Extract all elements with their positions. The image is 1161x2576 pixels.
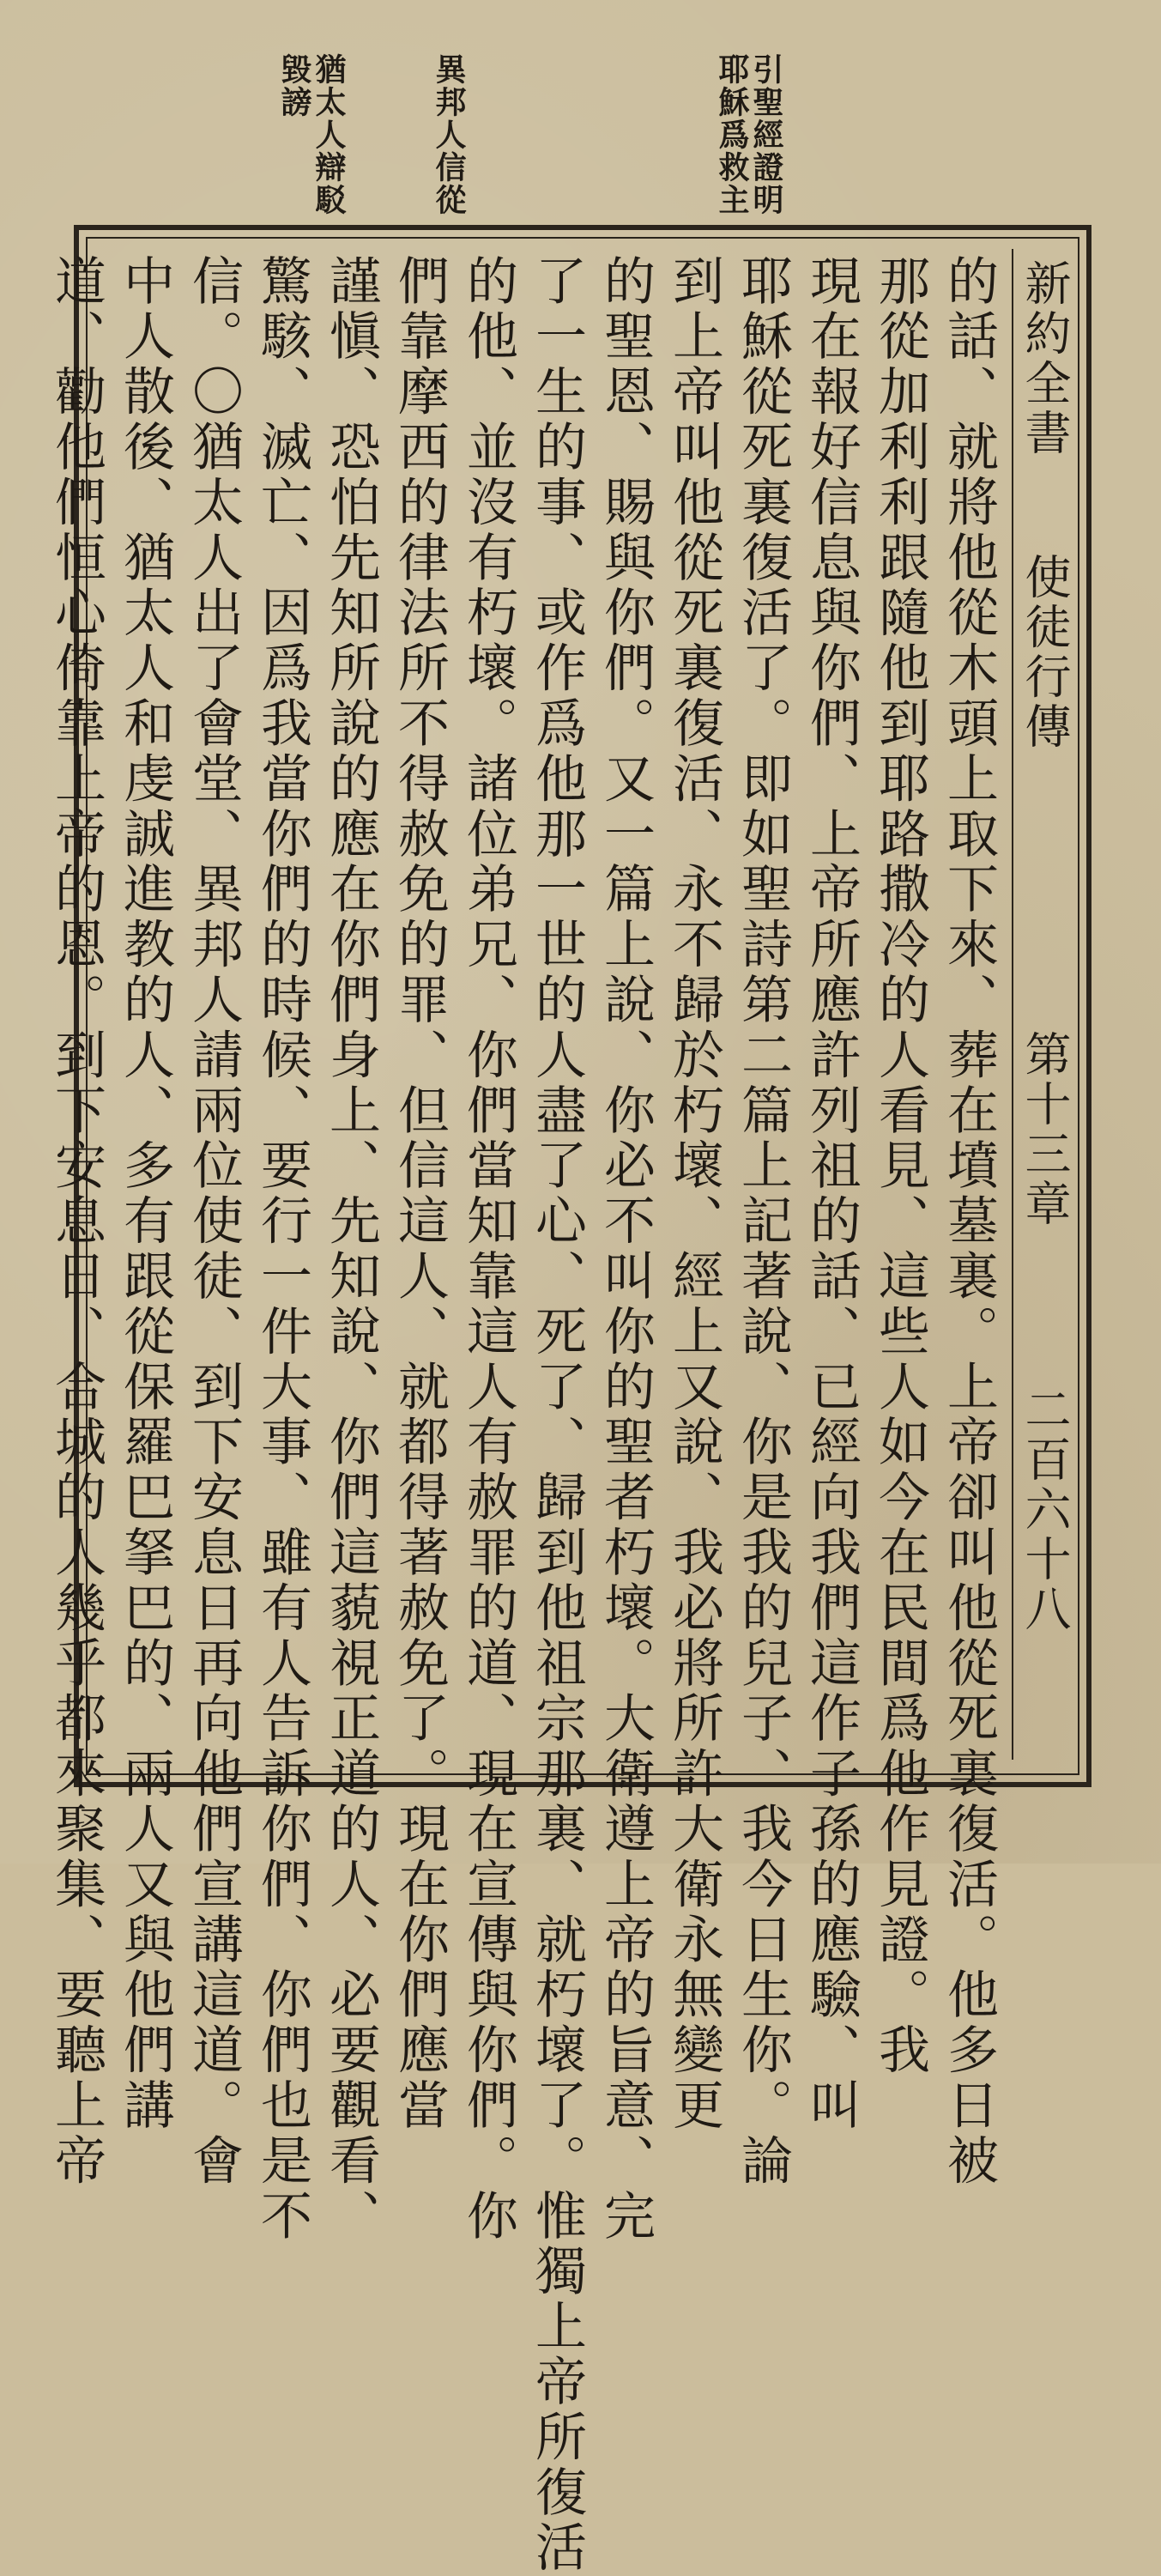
text-line: 的他、並沒有朽壞。諸位弟兄、你們當知靠這人有赦罪的道、現在宣傳與你們。你: [458, 254, 518, 2245]
text-line: 中人散後、猶太人和虔誠進教的人、多有跟從保羅巴拏巴的、兩人又與他們講: [115, 254, 175, 2134]
margin-notes: [183, 53, 783, 225]
body-text: [46, 254, 1003, 2576]
text-line: 謹愼、恐怕先知所說的應在你們身上、先知說、你們這藐視正道的人、必要觀看、: [321, 254, 381, 2245]
text-line: 道、勸他們恒心倚靠上帝的恩。到下安息日、合城的人幾乎都來聚集、要聽上帝: [46, 254, 106, 2189]
running-header: [1012, 249, 1075, 1760]
text-line: 到上帝叫他從死裏復活、永不歸於朽壞、經上又說、我必將所許大衛永無變更: [664, 254, 724, 2134]
text-line: 們靠摩西的律法所不得赦免的罪、但信這人、就都得著赦免了。現在你們應當: [390, 254, 450, 2134]
chapter-label: 第十三章: [1018, 1030, 1072, 1229]
page-number: 二百六十八: [1018, 1385, 1072, 1634]
text-line: 信。〇猶太人出了會堂、異邦人請兩位使徒、到下安息日再向他們宣講這道。會: [184, 254, 244, 2189]
text-line: 的話、就將他從木頭上取下來、葬在墳墓裏。上帝卻叫他從死裏復活。他多日被: [939, 254, 999, 2189]
text-line: 現在報好信息與你們、上帝所應許列祖的話、已經向我們這作子孫的應驗、叫: [801, 254, 862, 2134]
margin-note-jews-dispute: 猶太人辯駁毀謗: [276, 53, 347, 216]
book-title: 新約全書: [1018, 259, 1072, 458]
margin-note-gentiles-believe: 異邦人信從: [431, 53, 467, 216]
text-line: 了一生的事、或作爲他那一世的人盡了心、死了、歸到他祖宗那裏、就朽壞了。惟獨上帝所復活: [527, 254, 587, 2576]
text-line: 那從加利利跟隨他到耶路撒冷的人看見、這些人如今在民間爲他作見證。我: [870, 254, 930, 2079]
text-line: 驚駭、滅亡、因爲我當你們的時候、要行一件大事、雖有人告訴你們、你們也是不: [252, 254, 312, 2245]
text-line: 的聖恩、賜與你們。又一篇上說、你必不叫你的聖者朽壞。大衛遵上帝的旨意、完: [596, 254, 656, 2245]
text-line: 耶穌從死裏復活了。即如聖詩第二篇上記著說、你是我的兒子、我今日生你。論: [733, 254, 793, 2189]
margin-note-scripture-proof: 引聖經證明耶穌爲救主: [714, 53, 784, 216]
section-title: 使徒行傳: [1018, 553, 1072, 752]
